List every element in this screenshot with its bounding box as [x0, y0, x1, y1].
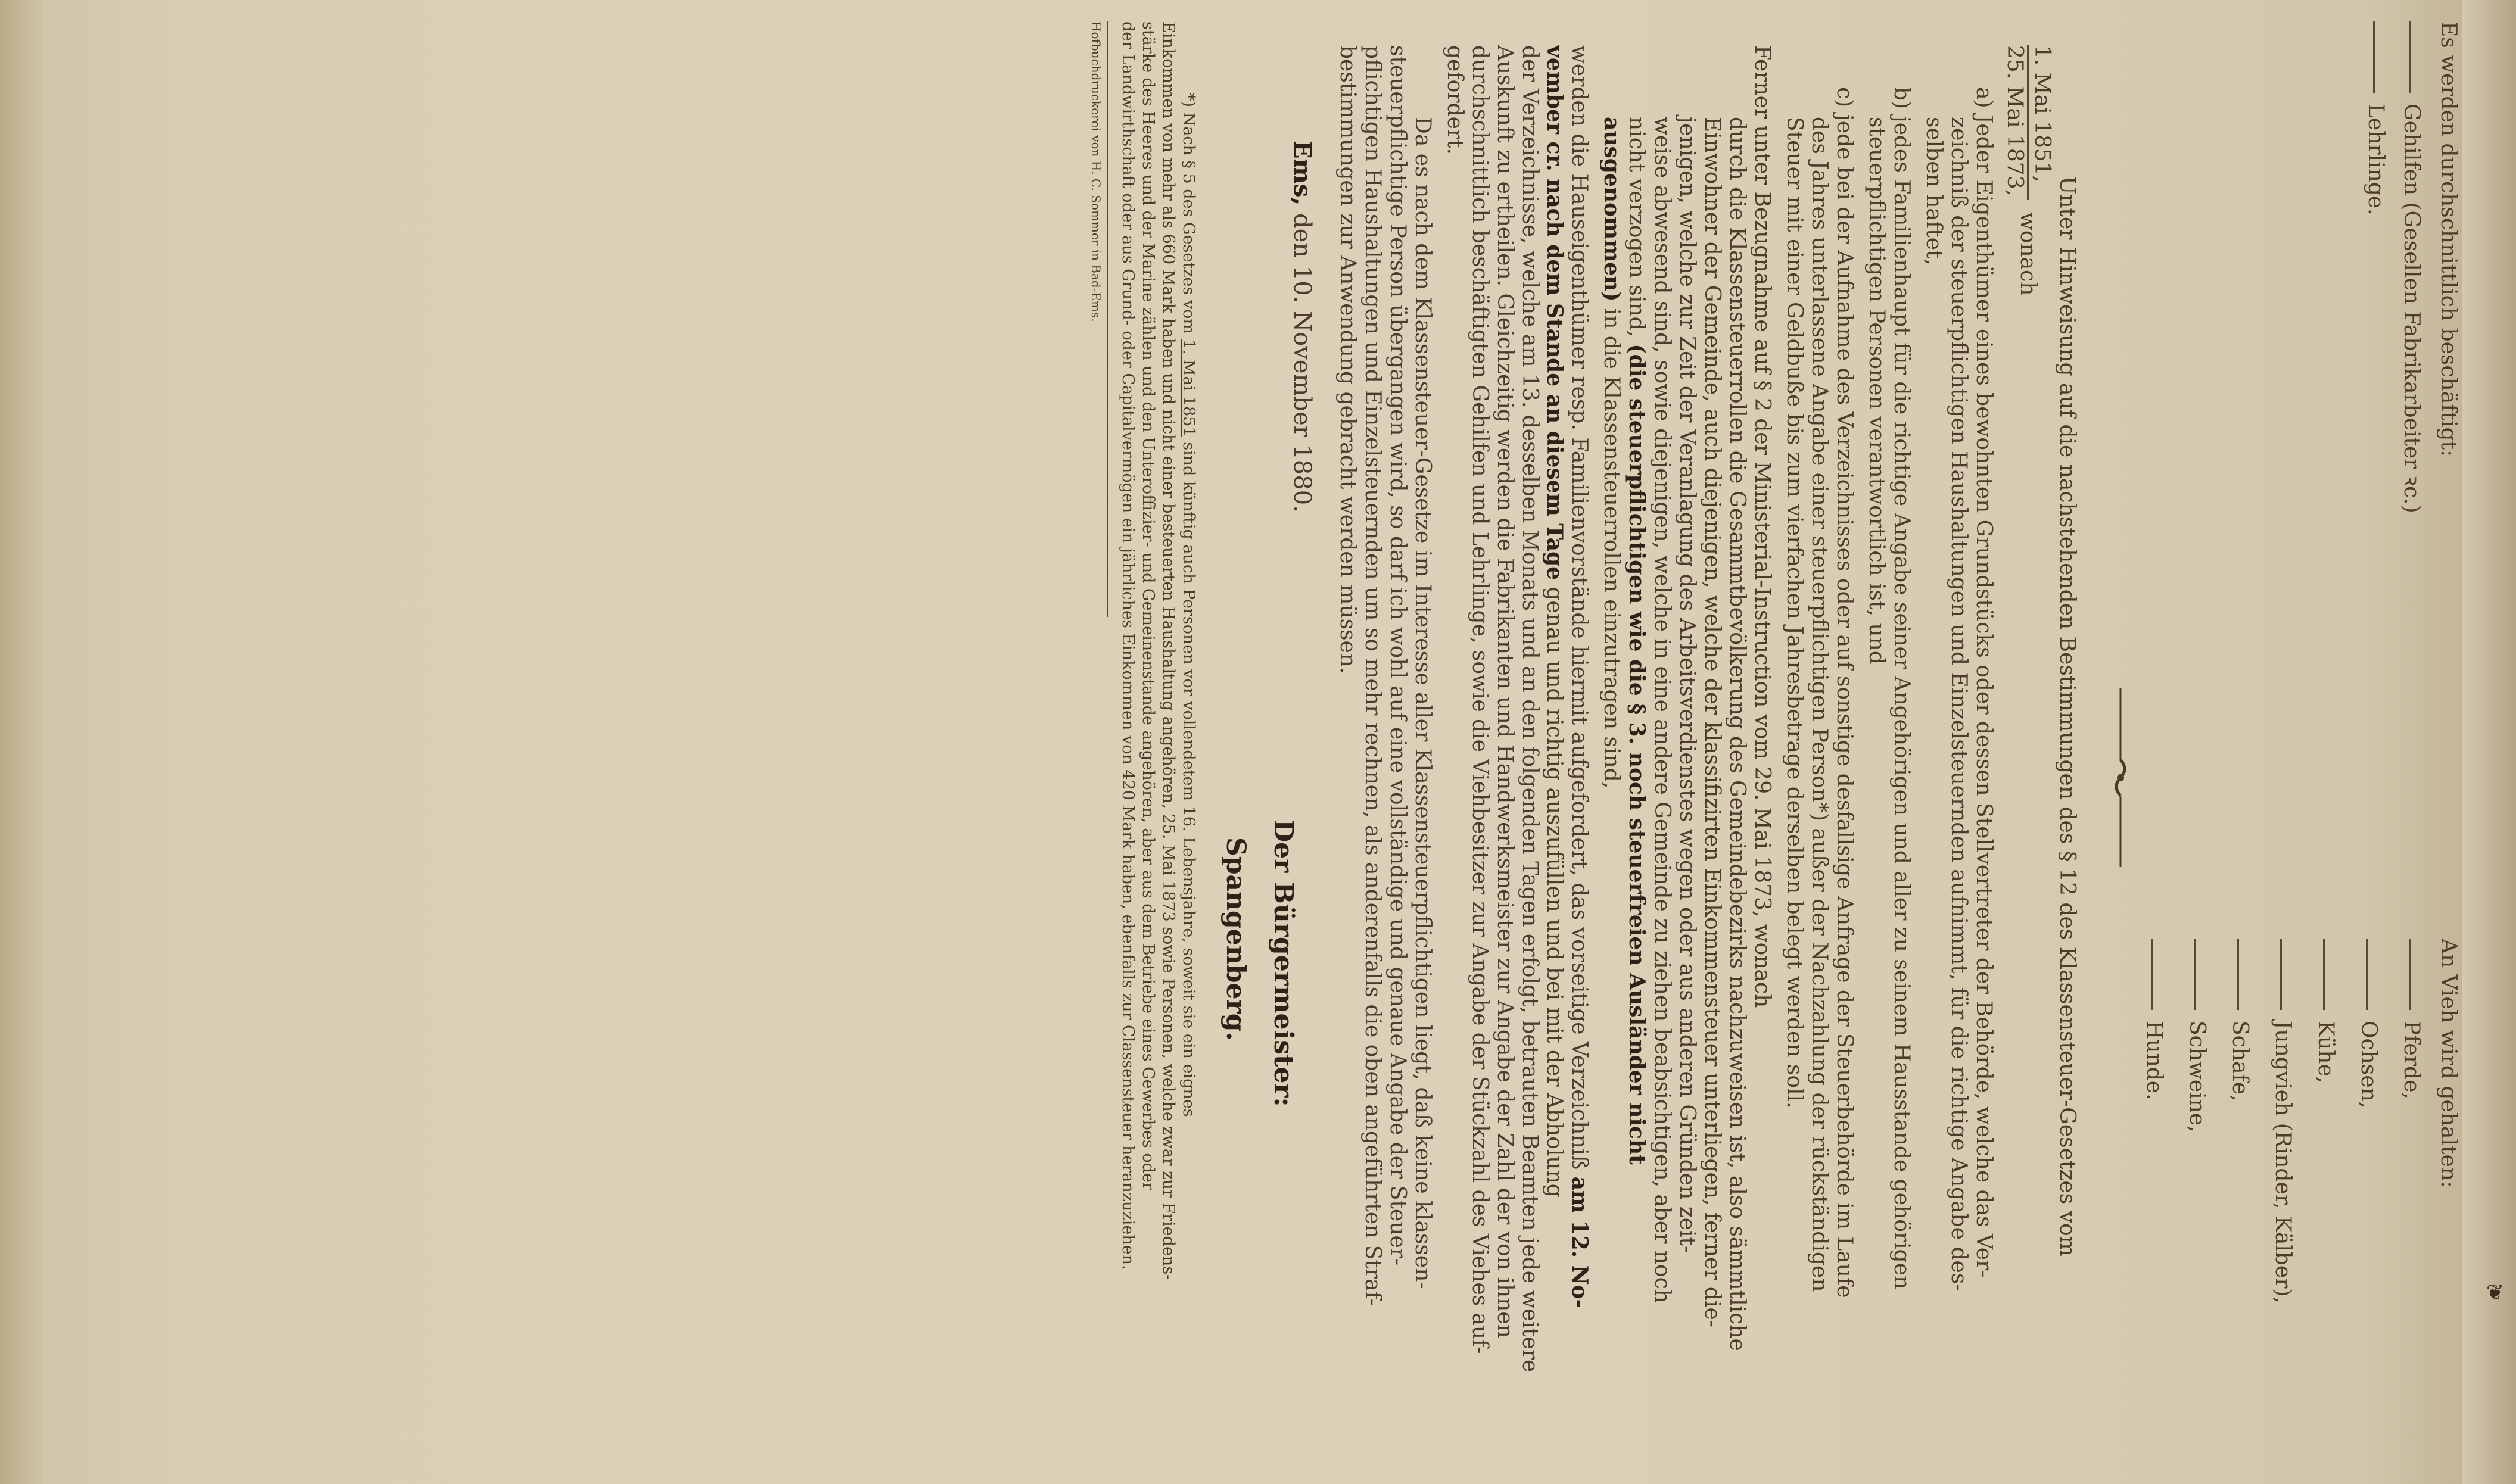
para3-line-6: gefordert. [1443, 45, 1467, 155]
footnote-line-4: der Landwirthschaft oder aus Grund- oder Capitalvermögen ein jährliches Einkommen von 420 Mark haben, ebenfalls zur Classensteuer heranzuziehen. [1119, 21, 1137, 1270]
law-date-2: 25. Mai 1873, [2003, 45, 2027, 197]
blank-field [2409, 939, 2411, 1010]
para3-bold-text: vember cr. nach dem Stande an diesem Tage [1542, 45, 1567, 581]
livestock-row-ochsen [2356, 939, 2380, 1108]
intro-line: Unter Hinweisung auf die nachstehenden Bestimmungen des § 12 des Klassensteuer-Gesetzes vom [2055, 176, 2079, 1257]
footnote-line-2 [1159, 21, 1177, 1280]
para2-text: nicht verzogen sind, [1624, 117, 1649, 338]
livestock-label: Hunde. [2142, 1021, 2166, 1100]
para4-line-3: pflichtigen Haushaltungen und Einzelsteuernden um so mehr rechnen, als anderenfalls die oben angeführten Straf- [1360, 45, 1385, 1306]
blank-field [2409, 21, 2411, 93]
para3-text: genau und richtig auszufüllen und bei mit der Abholung [1542, 587, 1567, 1198]
law-date-1: 1. Mai 1851, [2030, 45, 2054, 183]
livestock-heading: An Vieh wird gehalten: [2436, 939, 2461, 1189]
livestock-row-jungvieh [2271, 939, 2294, 1304]
edge-mark: ❦ [2486, 1280, 2504, 1305]
paper-left-edge [0, 0, 42, 1484]
para2-bold-text: (die steuerpflichtigen wie die § 3. noch steuerfreien Ausländer nicht [1624, 344, 1649, 1165]
livestock-row-pferde [2399, 939, 2423, 1099]
paper-right-edge [2462, 0, 2516, 1484]
item-a-line-3: selben haftet, [1922, 117, 1946, 266]
worker-row-lehrlinge [2364, 21, 2387, 216]
law-suffix: wonach [2016, 212, 2040, 296]
para3-line-3: der Verzeichnisse, welche am 13. desselben Monats und an den folgenden Tagen erfolgt, betrauten Beamten jede weitere [1518, 45, 1542, 1373]
item-c-line-3: Steuer mit einer Geldbuße bis zum vierfachen Jahresbetrage derselben belegt werden soll. [1782, 117, 1807, 1109]
footnote-law-date: 1. Mai 1851 [1179, 339, 1198, 437]
item-b-line-2: steuerpflichtigen Personen verantwortlich ist, und [1864, 117, 1889, 665]
para4-line-1: Da es nach dem Klassensteuer-Gesetze im Interesse aller Klassensteuerpflichtigen liegt, daß keine klassen- [1410, 117, 1435, 1289]
item-b-line-1: b) jedes Familienhaupt für die richtige Angabe seiner Angehörigen und aller zu seinem Hausstande gehörigen [1889, 87, 1914, 1290]
closing-date: den 10. November 1880. [1288, 213, 1316, 513]
para2-line-3: Einwohner der Gemeinde, auch diejenigen, welche der klassifizirten Einkommensteuer unterliegen, ferner die- [1700, 117, 1724, 1327]
para3-text: werden die Hauseigenthümer resp. Familienvorstände hiermit aufgefordert, das vorseitige Verzeichniß [1567, 45, 1592, 1170]
fraction-rule [2027, 45, 2029, 200]
para2-line-5: weise abwesend sind, sowie diejenigen, welche in eine andere Gemeinde zu ziehen beabsichtigen, aber noch [1650, 117, 1674, 1304]
para3-line-1 [1567, 45, 1592, 1308]
para2-line-4: jenigen, welche zur Zeit der Veranlagung des Arbeitsverdienstes wegen oder aus anderen Gründen zeit- [1675, 117, 1699, 1254]
footnote-law-date: 25. Mai 1873 [1159, 813, 1178, 922]
worker-row-gehilfen [2399, 21, 2423, 513]
para2-line-1: Ferner unter Bezugnahme auf § 2 der Ministerial-Instruction vom 29. Mai 1873, wonach [1750, 45, 1774, 1008]
worker-label-gehilfen: Gehilfen (Gesellen Fabrikarbeiter ꝛc.) [2399, 104, 2424, 513]
rotated-document-page [42, 10, 2460, 1474]
para3-line-2 [1542, 45, 1567, 1198]
livestock-label: Ochsen, [2356, 1021, 2381, 1109]
worker-label-lehrlinge: Lehrlinge. [2364, 104, 2388, 216]
printer-imprint: Hofbuchdruckerei von H. C. Sommer in Bad-Ems. [1089, 21, 1103, 322]
blank-field [2374, 21, 2375, 93]
item-a-line-2: zeichniß der steuerpflichtigen Haushaltungen und Einzelsteuernden aufnimmt, für die richtige Angabe des- [1947, 117, 1971, 1292]
para2-text: in die Klassensteuerrollen einzutragen sind, [1599, 308, 1624, 789]
para4-line-4: bestimmungen zur Anwendung gebracht werden müssen. [1335, 45, 1360, 674]
item-c-line-1: c) jede bei der Aufnahme des Verzeichnisses oder auf sonstige desfallsige Anfrage der Steuerbehörde im Laufe [1832, 87, 1857, 1298]
footnote-text: *) Nach § 5 des Gesetzes vom [1179, 93, 1198, 334]
footnote-text: Einkommen von mehr als 660 Mark haben und nicht einer besteuerten Haushaltung angehören, [1159, 21, 1178, 809]
item-a-line-1: a) Jeder Eigenthümer eines bewohnten Grundstücks oder dessen Stellvertreter der Behörde, welche das Ver- [1972, 87, 1996, 1278]
livestock-label: Pferde, [2399, 1021, 2424, 1099]
item-c-line-2: des Jahres unterlassene Angabe einer steuerpflichtigen Person*) außer der Nachzahlung der rückständigen [1807, 117, 1832, 1292]
blank-field [2324, 939, 2325, 1010]
para4-line-2: steuerpflichtige Person übergangen wird, so darf ich wohl auf eine vollständige und genaue Angabe der Steuer- [1385, 45, 1410, 1266]
footnote-line-3: stärke des Heeres und der Marine zählen und den Unteroffizier- und Gemeinenstande angehören, aber aus dem Betriebe eines Gewerbes oder [1139, 21, 1157, 1190]
blank-field [2238, 939, 2240, 1010]
blank-field [2195, 939, 2197, 1010]
workers-heading: Es werden durchschnittlich beschäftigt: [2436, 21, 2461, 457]
footnote-line-1 [1179, 93, 1197, 1117]
livestock-row-schafe [2228, 939, 2252, 1102]
para2-line-2: durch die Klassensteuerrollen die Gesammtbevölkerung des Gemeindebezirks nachzuweisen ist, also sämmtliche [1725, 117, 1749, 1351]
livestock-row-schweine [2185, 939, 2209, 1133]
blank-field [2281, 939, 2283, 1010]
blank-field [2366, 939, 2368, 1010]
footnote-text: sowie Personen, welche zwar zur Friedens- [1159, 927, 1178, 1280]
para2-line-6 [1624, 117, 1649, 1165]
livestock-label: Jungvieh (Rinder, Kälber), [2271, 1021, 2295, 1304]
mayor-name: Spangenberg. [1220, 837, 1251, 1041]
blank-field [2152, 939, 2154, 1010]
para3-line-5: durchschnittlich beschäftigten Gehilfen und Lehrlinge, sowie die Viehbesitzer zur Angabe der Stückzahl des Viehes auf- [1468, 45, 1492, 1354]
livestock-label: Kühe, [2313, 1021, 2338, 1084]
para2-bold-text: ausgenommen) [1599, 117, 1624, 302]
para3-bold-text: am 12. No- [1567, 1176, 1592, 1308]
livestock-row-kuehe [2313, 939, 2337, 1083]
mayor-title: Der Bürgermeister: [1268, 819, 1299, 1107]
footnote-text: sind künftig auch Personen vor vollendetem 16. Lebensjahre, soweit sie ein eignes [1179, 442, 1198, 1117]
imprint-rule [1107, 21, 1108, 617]
livestock-row-hunde [2142, 939, 2166, 1100]
closing-place: Ems, [1288, 141, 1316, 206]
para3-line-4: Auskunft zu ertheilen. Gleichzeitig werden die Fabrikanten und Handwerksmeister zur Angabe der Zahl der von ihnen [1493, 45, 1517, 1338]
livestock-label: Schweine, [2185, 1021, 2209, 1133]
ornament-divider-icon [2109, 688, 2132, 867]
livestock-label: Schafe, [2228, 1021, 2252, 1102]
para2-line-7 [1599, 117, 1624, 788]
closing-place-date [1290, 141, 1314, 513]
